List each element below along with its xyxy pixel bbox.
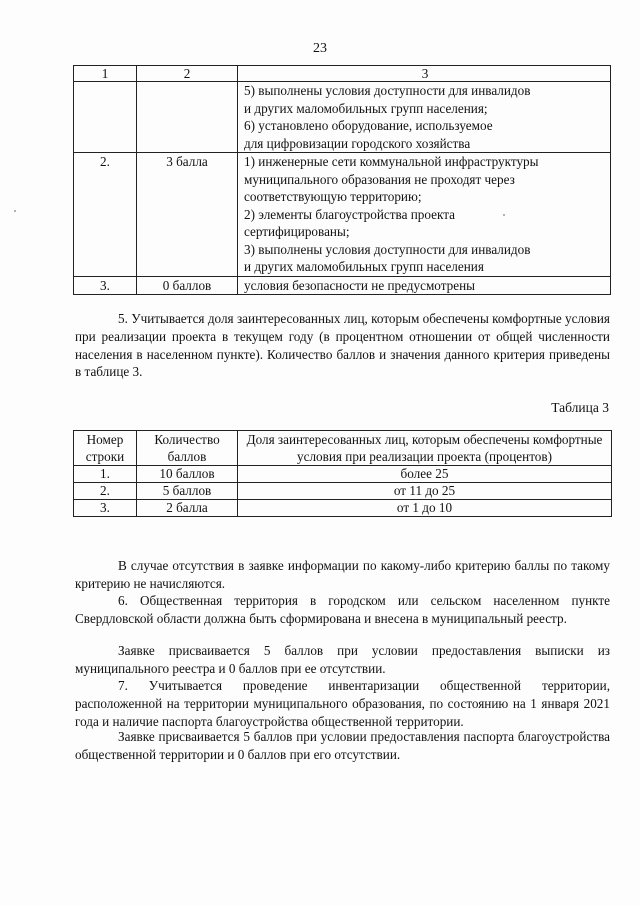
table-row xyxy=(74,153,611,277)
condition-line: сертифицированы; xyxy=(244,224,350,239)
row-points: 3 балла xyxy=(137,153,238,277)
row-points: 0 баллов xyxy=(137,276,238,295)
paragraph-6: 6. Общественная территория в городском или сельском населенном пункте Свердловской области должна быть сформирована и внесена в муниципальный реестр. xyxy=(75,593,610,626)
row-number: 3. xyxy=(74,500,137,517)
row-points: 2 балла xyxy=(137,500,238,517)
paragraph-7: 7. Учитывается проведение инвентаризации общественной территории, расположенной на территории муниципального образования, по состоянию на 1 января 2021 года и наличие паспорта благоустройства общественной территории. xyxy=(75,678,610,729)
condition-line: 5) выполнены условия доступности для инвалидов xyxy=(244,83,531,98)
table-header-row xyxy=(74,431,612,466)
page-number: 23 xyxy=(313,41,327,56)
header-row-number: Номер строки xyxy=(74,431,137,466)
scan-speck xyxy=(14,210,16,212)
condition-line: 2) элементы благоустройства проекта xyxy=(244,206,456,222)
condition-line: 6) установлено оборудование, используемое xyxy=(244,118,493,133)
header-col-3: 3 xyxy=(238,66,611,82)
header-col-1: 1 xyxy=(74,66,137,82)
row-share: от 11 до 25 xyxy=(238,483,612,500)
condition-line: муниципального образования не проходят через xyxy=(244,171,515,187)
row-share: от 1 до 10 xyxy=(238,500,612,517)
condition-line: и других маломобильных групп населения; xyxy=(244,100,488,116)
paragraph-7-scoring: Заявке присваивается 5 баллов при условии предоставления паспорта благоустройства общественной территории и 0 баллов при его отсутствии. xyxy=(75,729,610,762)
table-3-caption: Таблица 3 xyxy=(551,400,609,415)
row-points xyxy=(137,82,238,153)
table-row xyxy=(74,500,612,517)
header-points: Количество баллов xyxy=(137,431,238,466)
row-points: 10 баллов xyxy=(137,466,238,483)
condition-line: соответствующую территорию; xyxy=(244,189,422,204)
row-share: более 25 xyxy=(238,466,612,483)
table-header-row xyxy=(74,66,611,82)
row-number xyxy=(74,82,137,153)
row-number: 1. xyxy=(74,466,137,483)
paragraph-5: 5. Учитывается доля заинтересованных лиц, которым обеспечены комфортные условия при реализации проекта в текущем году (в процентном отношении от общей численности населения в населенном пункте). Количество баллов и значения данного критерия приведены в таблице 3. xyxy=(75,311,610,380)
header-share: Доля заинтересованных лиц, которым обеспечены комфортные условия при реализации проекта (процентов) xyxy=(238,431,612,466)
paragraph-missing-info: В случае отсутствия в заявке информации по какому-либо критерию баллы по такому критерию не начисляются. xyxy=(75,558,610,591)
table-row xyxy=(74,466,612,483)
row-number: 2. xyxy=(74,483,137,500)
row-conditions xyxy=(238,276,611,295)
row-number: 3. xyxy=(74,276,137,295)
condition-line: условия безопасности не предусмотрены xyxy=(244,277,476,293)
condition-line: 3) выполнены условия доступности для инвалидов xyxy=(244,241,531,257)
row-conditions xyxy=(238,153,611,277)
table-row xyxy=(74,483,612,500)
row-points: 5 баллов xyxy=(137,483,238,500)
scan-speck xyxy=(503,214,505,216)
table-row xyxy=(74,82,611,153)
header-col-2: 2 xyxy=(137,66,238,82)
criteria-table-continued xyxy=(73,65,611,295)
row-conditions xyxy=(238,82,611,153)
table-row xyxy=(74,276,611,295)
condition-line: для цифровизации городского хозяйства xyxy=(244,135,471,151)
row-number: 2. xyxy=(74,153,137,277)
paragraph-6-scoring: Заявке присваивается 5 баллов при условии предоставления выписки из муниципального реестра и 0 баллов при ее отсутствии. xyxy=(75,643,610,676)
condition-line: 1) инженерные сети коммунальной инфраструктуры xyxy=(244,154,539,169)
condition-line: и других маломобильных групп населения xyxy=(244,259,484,274)
table-3 xyxy=(73,430,612,517)
